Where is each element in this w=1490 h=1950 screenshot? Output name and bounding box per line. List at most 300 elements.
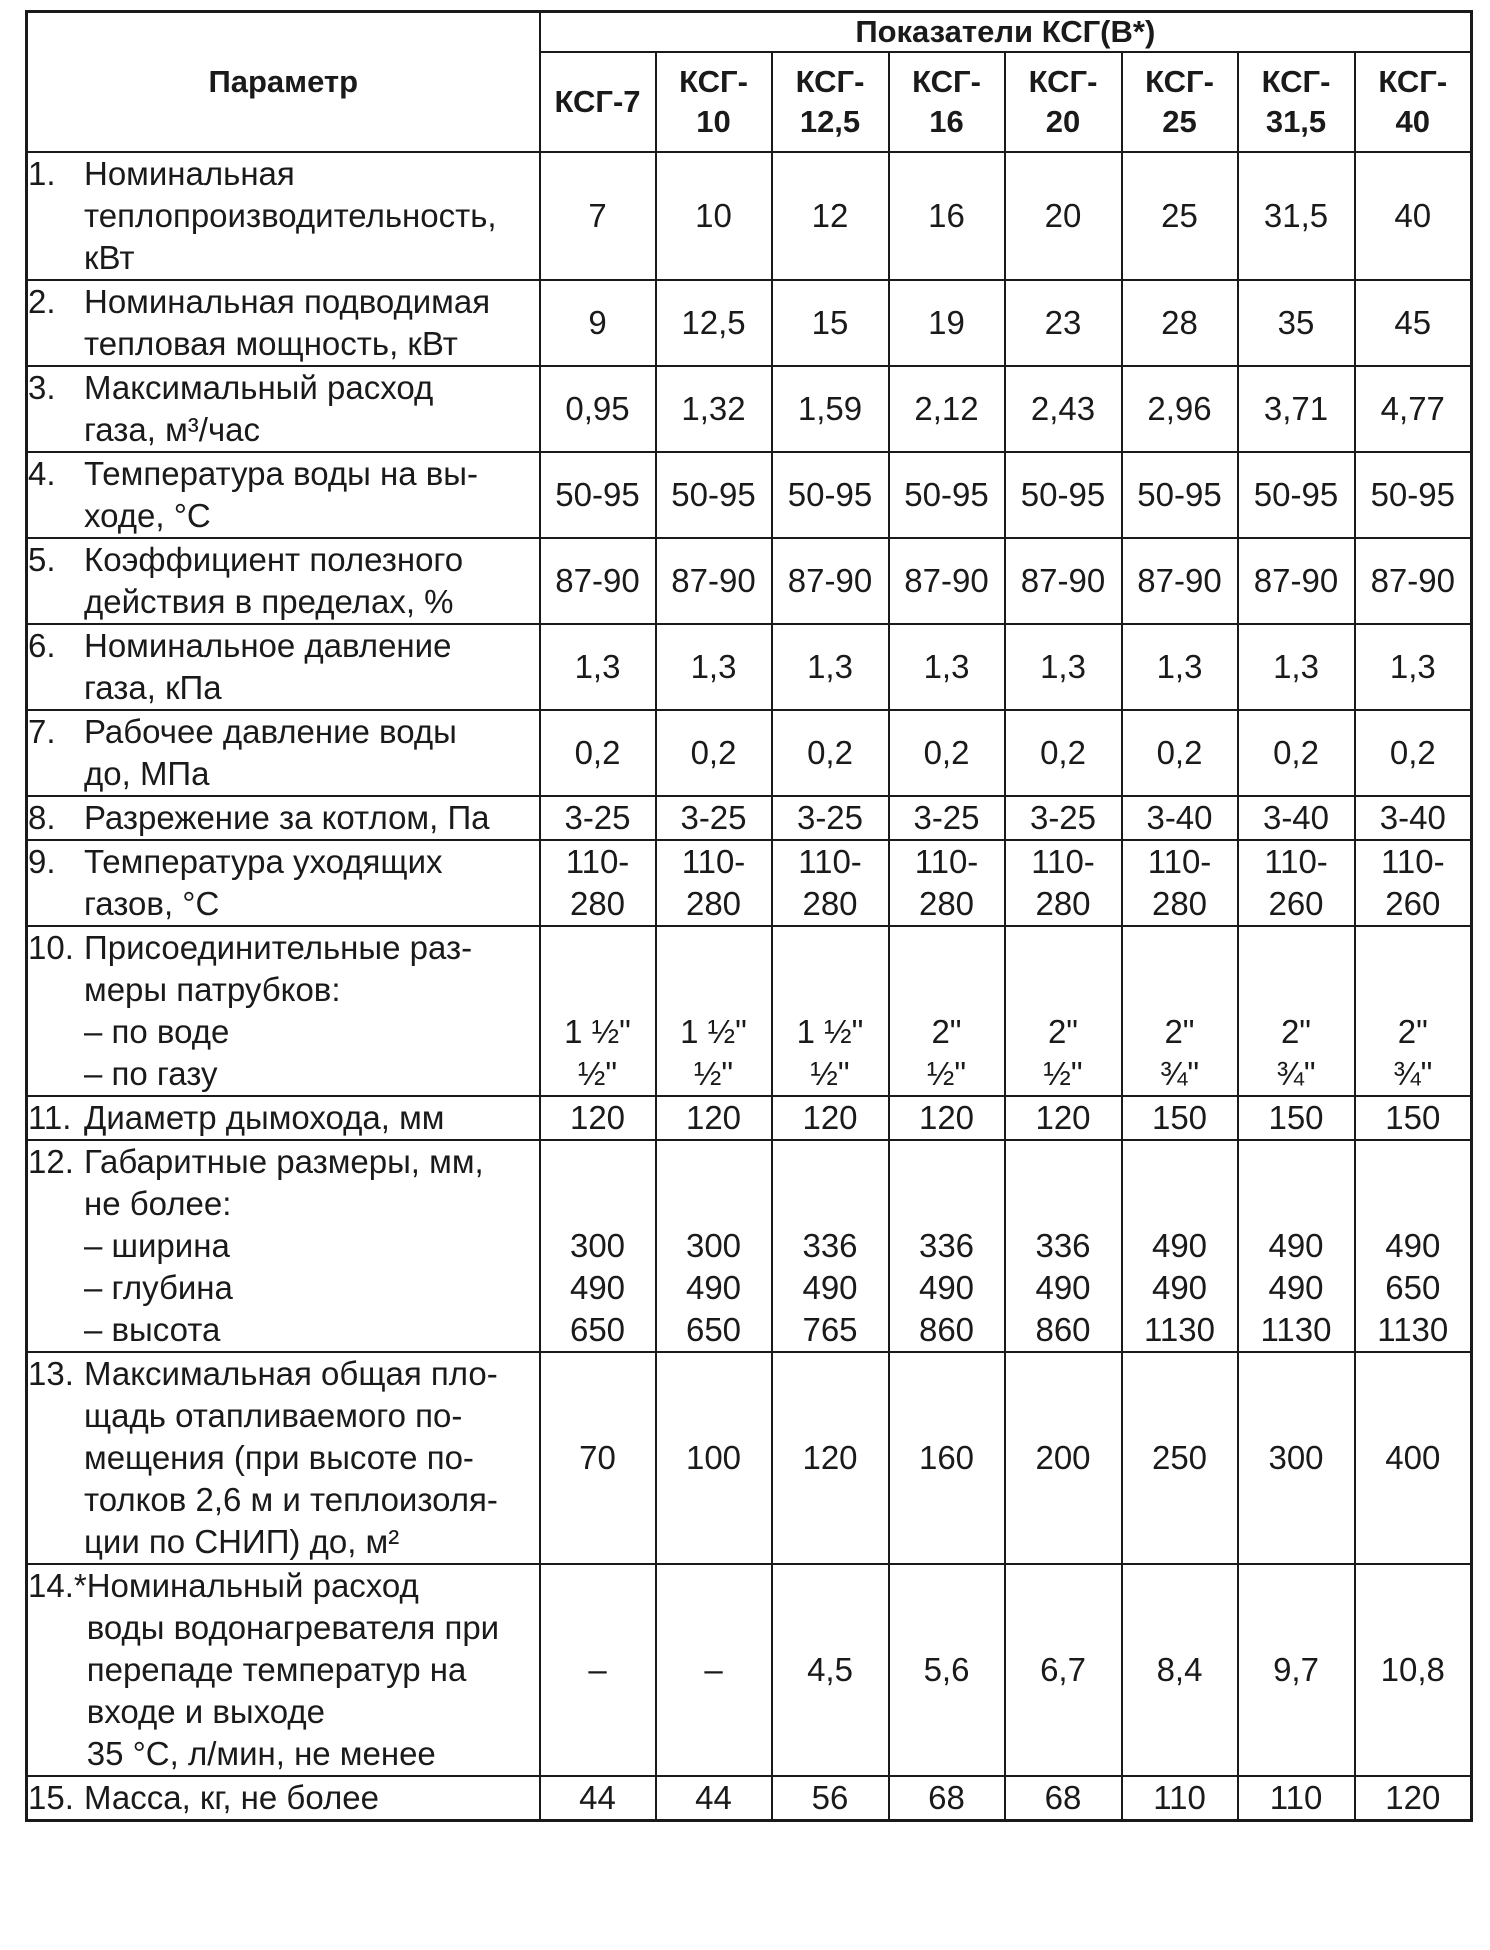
value-line: 490 xyxy=(1268,1227,1324,1264)
table-row xyxy=(27,710,1472,796)
param-cell xyxy=(27,1564,540,1776)
value-line: 120 xyxy=(802,1099,858,1136)
value-cell xyxy=(1122,840,1238,926)
specification-table xyxy=(25,10,1473,1822)
value-line: 300 xyxy=(1268,1439,1324,1476)
value-cell xyxy=(1355,1776,1472,1821)
value-cell xyxy=(540,624,656,710)
model-header-line: КСГ- xyxy=(1261,64,1331,99)
value-cell xyxy=(656,452,772,538)
value-cell xyxy=(1355,1352,1472,1564)
value-line: 765 xyxy=(802,1311,858,1348)
value-line: 280 xyxy=(1035,885,1091,922)
value-cell xyxy=(889,366,1005,452)
param-text-line: не более: xyxy=(84,1185,232,1222)
value-line: 336 xyxy=(802,1227,858,1264)
value-line: 2" xyxy=(1047,1013,1079,1050)
param-number: 4. xyxy=(28,455,56,492)
value-line xyxy=(1356,1183,1471,1225)
param-number: 11. xyxy=(28,1099,72,1136)
value-line: 490 xyxy=(1151,1227,1208,1264)
value-cell xyxy=(1005,152,1122,280)
value-line: 10 xyxy=(695,197,732,234)
value-cell xyxy=(1005,1776,1122,1821)
value-line: ½" xyxy=(926,1055,967,1092)
value-cell xyxy=(540,926,656,1096)
value-cell xyxy=(1355,840,1472,926)
value-line: 2" xyxy=(1280,1013,1312,1050)
value-line: 25 xyxy=(1161,197,1198,234)
value-cell xyxy=(1238,366,1355,452)
value-line: 87-90 xyxy=(787,562,873,599)
value-cell xyxy=(1122,452,1238,538)
value-line: 336 xyxy=(1035,1227,1091,1264)
model-header-line: 40 xyxy=(1395,104,1431,139)
value-line xyxy=(1356,1141,1471,1183)
value-cell xyxy=(540,1140,656,1352)
value-line: 5,6 xyxy=(923,1651,970,1688)
param-text-line: 35 °С, л/мин, не менее xyxy=(86,1735,436,1772)
model-header-line: КСГ- xyxy=(1378,64,1448,99)
value-line: 3-40 xyxy=(1146,799,1213,836)
param-number: 14.* xyxy=(28,1567,87,1604)
value-cell xyxy=(889,710,1005,796)
value-cell xyxy=(889,452,1005,538)
param-cell xyxy=(27,366,540,452)
spec-table-container xyxy=(25,10,1470,1822)
param-text-line: газа, м³/час xyxy=(84,411,261,448)
value-line: 50-95 xyxy=(1370,476,1455,513)
value-line: 87-90 xyxy=(1137,562,1222,599)
value-line: 20 xyxy=(1044,197,1082,234)
value-line xyxy=(1006,969,1121,1011)
value-line: 110 xyxy=(1153,1779,1206,1816)
value-cell xyxy=(772,1096,889,1140)
value-line: 490 xyxy=(569,1269,626,1306)
value-line: 28 xyxy=(1161,304,1198,341)
value-line: 2,96 xyxy=(1147,390,1212,427)
param-text-line: воды водонагревателя при xyxy=(86,1609,500,1646)
value-line xyxy=(1239,1183,1354,1225)
value-line: 12 xyxy=(811,197,849,234)
param-text-line: Коэффициент полезного xyxy=(84,541,464,578)
table-row xyxy=(27,152,1472,280)
value-cell xyxy=(889,538,1005,624)
value-line: 260 xyxy=(1385,885,1441,922)
value-line: 87-90 xyxy=(1020,562,1106,599)
value-line: 6,7 xyxy=(1040,1651,1086,1688)
value-cell xyxy=(540,1776,656,1821)
value-cell xyxy=(889,926,1005,1096)
value-cell xyxy=(1238,280,1355,366)
param-cell xyxy=(27,452,540,538)
value-cell xyxy=(1122,624,1238,710)
param-text-line: Номинальная xyxy=(84,155,295,192)
value-line: 110- xyxy=(1147,843,1212,880)
value-cell xyxy=(1005,1096,1122,1140)
param-text-line: газов, °С xyxy=(84,885,220,922)
model-header xyxy=(1122,52,1238,152)
value-line: – xyxy=(704,1651,723,1688)
value-line: 260 xyxy=(1268,885,1324,922)
table-row xyxy=(27,1776,1472,1821)
value-line: 2" xyxy=(931,1013,962,1050)
value-cell xyxy=(772,926,889,1096)
value-cell xyxy=(656,796,772,840)
value-cell xyxy=(772,1564,889,1776)
param-number: 5. xyxy=(28,541,56,578)
value-line xyxy=(890,969,1004,1011)
value-line xyxy=(773,1141,888,1183)
table-row xyxy=(27,1352,1472,1564)
param-number: 10. xyxy=(28,929,74,966)
param-text-line: Разрежение за котлом, Па xyxy=(84,799,490,836)
value-cell xyxy=(1355,624,1472,710)
value-line: 8,4 xyxy=(1156,1651,1203,1688)
param-text-line: Температура уходящих xyxy=(84,843,443,880)
value-line: 300 xyxy=(569,1227,626,1264)
value-cell xyxy=(1005,366,1122,452)
value-cell xyxy=(1238,624,1355,710)
param-cell xyxy=(27,152,540,280)
param-number: 8. xyxy=(28,799,56,836)
value-cell xyxy=(1355,452,1472,538)
param-text-line: Номинальное давление xyxy=(84,627,452,664)
value-cell xyxy=(540,1352,656,1564)
value-line: 10,8 xyxy=(1380,1651,1445,1688)
value-cell xyxy=(889,1564,1005,1776)
value-cell xyxy=(656,1564,772,1776)
value-line: 40 xyxy=(1394,197,1432,234)
value-cell xyxy=(1122,152,1238,280)
value-line: 110- xyxy=(1031,843,1095,880)
model-header-line: КСГ- xyxy=(1028,64,1098,99)
value-cell xyxy=(889,280,1005,366)
value-cell xyxy=(889,624,1005,710)
value-line: 50-95 xyxy=(904,476,989,513)
param-column-header: Параметр xyxy=(27,12,540,153)
value-line xyxy=(541,1141,655,1183)
value-cell xyxy=(889,152,1005,280)
value-cell xyxy=(656,280,772,366)
value-cell xyxy=(1355,1564,1472,1776)
value-cell xyxy=(772,366,889,452)
table-row xyxy=(27,1564,1472,1776)
value-cell xyxy=(1238,1352,1355,1564)
value-cell xyxy=(656,538,772,624)
param-text-line: действия в пределах, % xyxy=(84,583,454,620)
table-row xyxy=(27,452,1472,538)
value-cell xyxy=(1238,1776,1355,1821)
param-text-line: тепловая мощность, кВт xyxy=(84,325,458,362)
table-row xyxy=(27,1140,1472,1352)
value-cell xyxy=(1238,1140,1355,1352)
value-line: 280 xyxy=(569,885,626,922)
param-cell xyxy=(27,1352,540,1564)
value-cell xyxy=(1238,452,1355,538)
value-line: 0,2 xyxy=(807,734,853,771)
value-cell xyxy=(889,796,1005,840)
value-line: 490 xyxy=(685,1269,742,1306)
value-cell xyxy=(772,152,889,280)
value-line: 120 xyxy=(1035,1099,1091,1136)
value-line: 1,32 xyxy=(681,390,746,427)
value-line: 110- xyxy=(798,843,862,880)
model-header xyxy=(1238,52,1355,152)
value-line: 300 xyxy=(685,1227,742,1264)
value-line: 9,7 xyxy=(1273,1651,1319,1688)
value-cell xyxy=(1122,1564,1238,1776)
param-number: 9. xyxy=(28,843,56,880)
value-line: 120 xyxy=(1385,1779,1441,1816)
value-line: 87-90 xyxy=(555,562,640,599)
param-text-line: мещения (при высоте по- xyxy=(84,1439,474,1476)
value-line: 1130 xyxy=(1144,1311,1215,1348)
value-line: 50-95 xyxy=(671,476,756,513)
value-cell xyxy=(772,1352,889,1564)
value-cell xyxy=(1005,1140,1122,1352)
value-line: 400 xyxy=(1385,1439,1441,1476)
value-line: 0,2 xyxy=(1040,734,1086,771)
param-text-line: – высота xyxy=(84,1311,221,1348)
value-line: 1 ½" xyxy=(680,1013,747,1050)
value-line: 280 xyxy=(918,885,975,922)
value-cell xyxy=(1122,280,1238,366)
value-line: ½" xyxy=(577,1055,618,1092)
value-line: 860 xyxy=(1035,1311,1091,1348)
value-line: 490 xyxy=(1385,1227,1441,1264)
value-line xyxy=(1123,927,1237,969)
param-cell xyxy=(27,1096,540,1140)
value-cell xyxy=(889,840,1005,926)
value-cell xyxy=(889,1096,1005,1140)
param-cell xyxy=(27,796,540,840)
value-cell xyxy=(1122,1352,1238,1564)
value-line: 650 xyxy=(569,1311,626,1348)
model-header-line: 20 xyxy=(1045,104,1081,139)
value-line: 3-40 xyxy=(1379,799,1446,836)
value-line xyxy=(541,969,655,1011)
param-number: 13. xyxy=(28,1355,74,1392)
value-cell xyxy=(1238,926,1355,1096)
value-line: 120 xyxy=(802,1439,858,1476)
value-cell xyxy=(656,366,772,452)
value-line: 1,3 xyxy=(574,648,621,685)
model-header xyxy=(889,52,1005,152)
param-number: 2. xyxy=(28,283,56,320)
param-number: 15. xyxy=(28,1779,74,1816)
indicators-group-header: Показатели КСГ(В*) xyxy=(540,12,1472,53)
value-line: 110- xyxy=(914,843,979,880)
table-row xyxy=(27,366,1472,452)
value-cell xyxy=(1122,1140,1238,1352)
value-line: 9 xyxy=(588,304,607,341)
value-line: 120 xyxy=(918,1099,975,1136)
value-cell xyxy=(1005,926,1122,1096)
value-cell xyxy=(656,1352,772,1564)
value-cell xyxy=(656,1776,772,1821)
value-line: 1,3 xyxy=(1040,648,1086,685)
param-number: 7. xyxy=(28,713,56,750)
value-line: 1130 xyxy=(1377,1311,1449,1348)
value-line: 650 xyxy=(1385,1269,1441,1306)
param-text-line: теплопроизводительность, xyxy=(84,197,497,234)
value-line: 50-95 xyxy=(555,476,640,513)
value-line: 0,95 xyxy=(565,390,630,427)
param-text-line: Габаритные размеры, мм, xyxy=(84,1143,484,1180)
param-text-line: меры патрубков: xyxy=(84,971,341,1008)
param-number: 1. xyxy=(28,155,56,192)
value-line: 45 xyxy=(1394,304,1432,341)
value-line: 110- xyxy=(1380,843,1445,880)
value-line: ½" xyxy=(1043,1055,1083,1092)
value-cell xyxy=(1238,796,1355,840)
value-line: 110- xyxy=(565,843,630,880)
value-cell xyxy=(772,710,889,796)
value-cell xyxy=(889,1140,1005,1352)
value-line xyxy=(657,1183,771,1225)
value-cell xyxy=(1355,152,1472,280)
param-cell xyxy=(27,926,540,1096)
value-line: 490 xyxy=(918,1269,975,1306)
value-line: 490 xyxy=(1151,1269,1208,1306)
value-cell xyxy=(889,1776,1005,1821)
param-text-line: ходе, °С xyxy=(84,497,211,534)
param-number: 3. xyxy=(28,369,56,406)
param-cell xyxy=(27,538,540,624)
value-line xyxy=(657,969,771,1011)
value-cell xyxy=(540,538,656,624)
value-line xyxy=(1123,969,1237,1011)
value-line: 15 xyxy=(811,304,849,341)
value-line: 4,5 xyxy=(807,1651,853,1688)
param-number: 12. xyxy=(28,1143,74,1180)
value-line: 44 xyxy=(579,1779,616,1816)
value-line: 4,77 xyxy=(1380,390,1445,427)
value-cell xyxy=(540,840,656,926)
value-line: 2" xyxy=(1164,1013,1195,1050)
value-cell xyxy=(1238,152,1355,280)
value-line: 31,5 xyxy=(1263,197,1329,234)
value-line: 250 xyxy=(1151,1439,1208,1476)
value-cell xyxy=(1122,710,1238,796)
value-cell xyxy=(1355,796,1472,840)
value-line: 50-95 xyxy=(1253,476,1339,513)
value-line: 150 xyxy=(1151,1099,1208,1136)
value-cell xyxy=(1005,796,1122,840)
value-line: 87-90 xyxy=(671,562,756,599)
value-line: 1,3 xyxy=(1389,648,1436,685)
param-text-line: Масса, кг, не более xyxy=(84,1779,379,1816)
value-line: ½" xyxy=(810,1055,850,1092)
value-cell xyxy=(1005,452,1122,538)
table-row xyxy=(27,840,1472,926)
value-line: 23 xyxy=(1044,304,1082,341)
value-line: 68 xyxy=(928,1779,965,1816)
value-line: 50-95 xyxy=(787,476,873,513)
value-line: 0,2 xyxy=(923,734,970,771)
model-header-line: 16 xyxy=(929,104,964,139)
value-line: 50-95 xyxy=(1137,476,1222,513)
table-row xyxy=(27,280,1472,366)
param-cell xyxy=(27,280,540,366)
value-cell xyxy=(1005,280,1122,366)
value-cell xyxy=(1355,1140,1472,1352)
value-line xyxy=(1006,927,1121,969)
model-header-line: 25 xyxy=(1162,104,1197,139)
value-line: 110- xyxy=(1264,843,1328,880)
value-cell xyxy=(1238,710,1355,796)
value-line: ½" xyxy=(693,1055,734,1092)
param-cell xyxy=(27,624,540,710)
value-cell xyxy=(540,452,656,538)
value-line xyxy=(890,927,1004,969)
value-line: 280 xyxy=(1151,885,1208,922)
value-cell xyxy=(772,624,889,710)
value-line: 150 xyxy=(1268,1099,1324,1136)
value-cell xyxy=(1355,926,1472,1096)
value-line: 1,59 xyxy=(797,390,863,427)
value-cell xyxy=(1122,366,1238,452)
value-line: 160 xyxy=(918,1439,975,1476)
value-cell xyxy=(1005,624,1122,710)
value-cell xyxy=(772,796,889,840)
value-line: 1,3 xyxy=(1156,648,1203,685)
value-line xyxy=(1356,969,1471,1011)
value-line: 0,2 xyxy=(1156,734,1203,771)
model-header xyxy=(656,52,772,152)
value-line: 12,5 xyxy=(681,304,746,341)
value-line: 110 xyxy=(1269,1779,1323,1816)
model-header xyxy=(1355,52,1472,152)
table-body xyxy=(27,152,1472,1821)
value-line: 1 ½" xyxy=(796,1013,864,1050)
model-header-line: 10 xyxy=(696,104,731,139)
param-cell xyxy=(27,1776,540,1821)
table-row xyxy=(27,796,1472,840)
param-text-line: Номинальный расход xyxy=(86,1567,419,1604)
value-cell xyxy=(540,1096,656,1140)
value-cell xyxy=(1005,840,1122,926)
param-text-line: – по воде xyxy=(84,1013,230,1050)
value-cell xyxy=(772,1140,889,1352)
value-line: 19 xyxy=(928,304,965,341)
value-cell xyxy=(1355,538,1472,624)
param-text-line: Максимальная общая пло- xyxy=(84,1355,498,1392)
value-line: 3-40 xyxy=(1262,799,1330,836)
value-line: 68 xyxy=(1044,1779,1082,1816)
param-text-line: – по газу xyxy=(84,1055,218,1092)
value-line xyxy=(1006,1183,1121,1225)
value-line: 3-25 xyxy=(564,799,631,836)
model-header-line: КСГ- xyxy=(1145,64,1214,99)
value-line xyxy=(773,969,888,1011)
value-line: 1,3 xyxy=(1273,648,1319,685)
value-cell xyxy=(772,1776,889,1821)
value-line: 2,43 xyxy=(1030,390,1096,427)
param-text-line: толков 2,6 м и теплоизоля- xyxy=(84,1481,498,1518)
table-row xyxy=(27,926,1472,1096)
model-header xyxy=(772,52,889,152)
value-cell xyxy=(1005,538,1122,624)
param-text-line: Температура воды на вы- xyxy=(84,455,478,492)
value-cell xyxy=(1238,1096,1355,1140)
value-line: 0,2 xyxy=(690,734,737,771)
param-text-line: кВт xyxy=(84,239,135,276)
value-line: 2,12 xyxy=(914,390,979,427)
value-line xyxy=(890,1183,1004,1225)
value-cell xyxy=(1355,366,1472,452)
